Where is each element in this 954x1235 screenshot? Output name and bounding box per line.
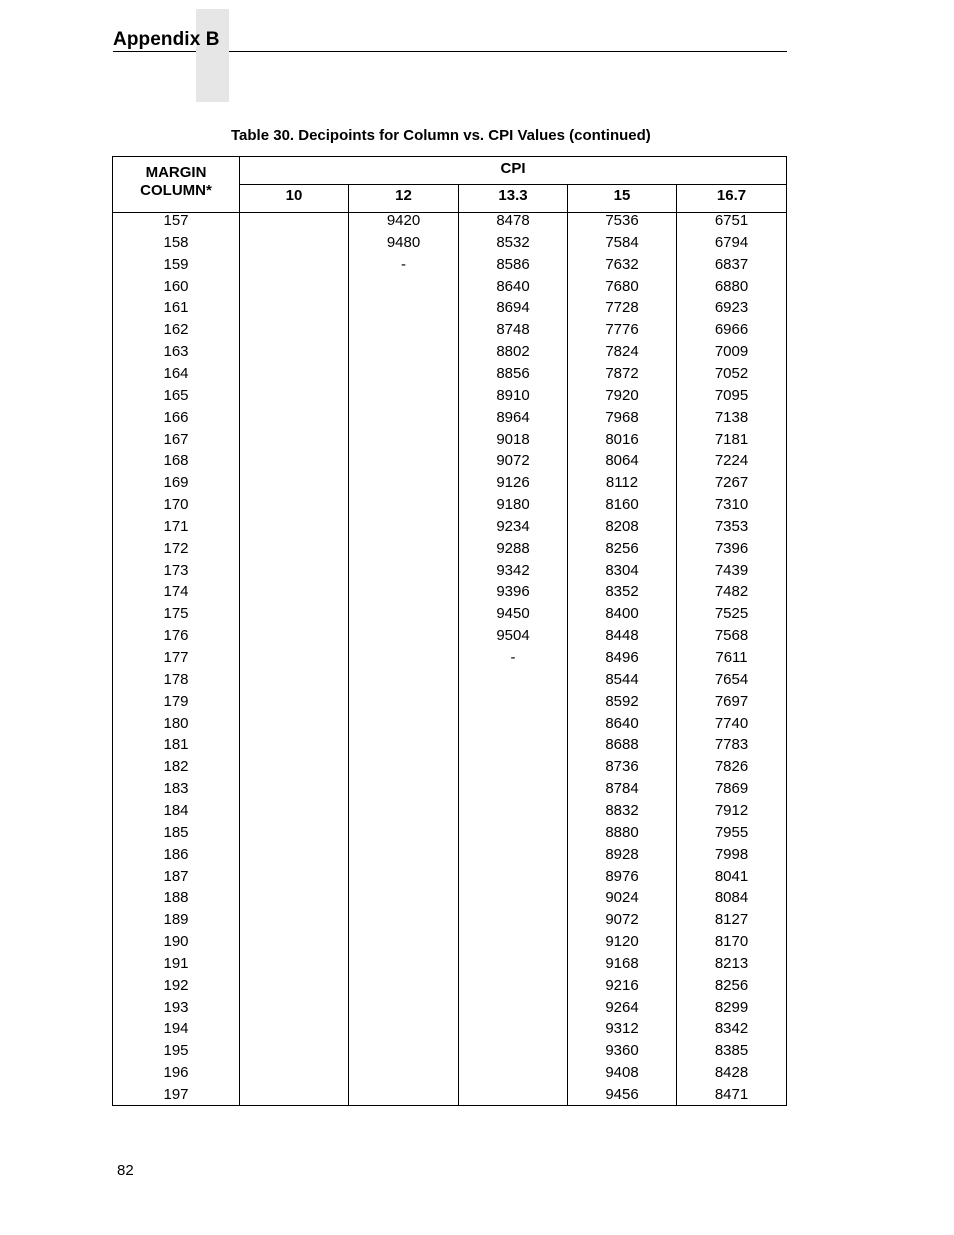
cpi-header: CPI xyxy=(500,160,526,177)
margin-column-cell: 162 xyxy=(163,321,189,339)
cpi-16-7-cell: 8342 xyxy=(714,1020,749,1038)
page-number: 82 xyxy=(117,1162,134,1179)
margin-column-cell: 170 xyxy=(163,496,189,514)
cpi-15-cell: 7680 xyxy=(605,277,639,295)
column-header-16-7: 16.7 xyxy=(716,187,747,204)
cpi-13-3-cell: 9072 xyxy=(496,452,530,470)
page-header-title: Appendix B xyxy=(113,29,220,50)
cpi-13-3-cell: 8856 xyxy=(496,364,530,382)
header-rule xyxy=(229,51,787,52)
cpi-16-7-cell: 7998 xyxy=(714,845,749,863)
margin-column-cell: 169 xyxy=(163,474,189,492)
cpi-13-3-cell: 8478 xyxy=(496,212,530,229)
margin-column-cell: 186 xyxy=(163,845,189,863)
cpi-16-7-cell: 7224 xyxy=(714,452,749,470)
cpi-13-3-cell: 9180 xyxy=(496,496,530,514)
column-header-10: 10 xyxy=(285,187,303,204)
cpi-15-cell: 8688 xyxy=(605,736,639,754)
cpi-15-cell: 8160 xyxy=(605,496,639,514)
margin-header-line1: MARGIN xyxy=(145,164,207,181)
cpi-16-7-cell: 8170 xyxy=(714,933,749,951)
margin-column-cell: 173 xyxy=(163,561,189,579)
margin-column-cell: 185 xyxy=(163,823,189,841)
cpi-15-cell: 8304 xyxy=(605,561,639,579)
cpi-16-7-cell: 7611 xyxy=(715,649,748,666)
cpi-16-7-cell: 7138 xyxy=(714,408,749,426)
margin-column-cell: 183 xyxy=(163,780,189,798)
cpi-13-3-cell: 8532 xyxy=(496,233,530,251)
margin-column-cell: 188 xyxy=(163,889,189,907)
cpi-16-7-cell: 6751 xyxy=(714,212,749,229)
cpi-15-cell: 9264 xyxy=(605,998,639,1016)
margin-column-cell: 187 xyxy=(163,867,189,885)
cpi-15-cell: 9072 xyxy=(605,911,639,929)
cpi-13-3-cell: 9288 xyxy=(496,539,530,557)
margin-column-cell: 189 xyxy=(163,911,189,929)
margin-column-cell: 171 xyxy=(163,517,189,535)
margin-column-cell: 193 xyxy=(163,998,189,1016)
margin-column-cell: 161 xyxy=(163,299,189,317)
cpi-12-cell: 9420 xyxy=(386,212,421,229)
cpi-16-7-cell: 8299 xyxy=(714,998,749,1016)
margin-column-cell: 168 xyxy=(163,452,189,470)
margin-column-cell: 195 xyxy=(163,1042,189,1060)
cpi-15-cell: 9168 xyxy=(605,954,639,972)
cpi-15-cell: 8208 xyxy=(605,517,639,535)
margin-column-cell: 196 xyxy=(163,1064,189,1082)
cpi-16-7-cell: 7955 xyxy=(714,823,749,841)
cpi-15-cell: 8832 xyxy=(605,801,639,819)
margin-column-cell: 182 xyxy=(163,758,189,776)
cpi-15-cell: 7728 xyxy=(605,299,639,317)
margin-column-cell: 190 xyxy=(163,933,189,951)
cpi-15-cell: 8256 xyxy=(605,539,639,557)
header-rule-left xyxy=(113,51,196,52)
margin-column-cell: 163 xyxy=(163,343,189,361)
cpi-16-7-cell: 7095 xyxy=(714,386,749,404)
decipoints-table xyxy=(112,156,787,1106)
column-header-15: 15 xyxy=(613,187,631,204)
cpi-16-7-cell: 7310 xyxy=(714,496,749,514)
cpi-16-7-cell: 8084 xyxy=(714,889,749,907)
margin-column-cell: 160 xyxy=(163,277,189,295)
cpi-13-3-cell: 9396 xyxy=(496,583,530,601)
column-header-13-3: 13.3 xyxy=(498,187,528,204)
cpi-15-cell: 9408 xyxy=(605,1064,639,1082)
cpi-16-7-cell: 6966 xyxy=(714,321,749,339)
cpi-15-cell: 8640 xyxy=(605,714,639,732)
cpi-16-7-cell: 8256 xyxy=(714,976,749,994)
cpi-16-7-cell: 7267 xyxy=(714,474,749,492)
margin-column-cell: 184 xyxy=(163,801,189,819)
cpi-15-cell: 8592 xyxy=(605,692,639,710)
margin-column-cell: 175 xyxy=(163,605,189,623)
cpi-13-3-cell: 8802 xyxy=(496,343,530,361)
cpi-15-cell: 8880 xyxy=(605,823,639,841)
cpi-13-3-cell: 9018 xyxy=(496,430,530,448)
cpi-15-cell: 9024 xyxy=(605,889,639,907)
cpi-16-7-cell: 8213 xyxy=(714,954,749,972)
cpi-15-cell: 7872 xyxy=(605,364,639,382)
cpi-13-3-cell: 8910 xyxy=(496,386,530,404)
cpi-16-7-cell: 7525 xyxy=(714,605,749,623)
cpi-16-7-cell: 6794 xyxy=(714,233,749,251)
cpi-16-7-cell: 7783 xyxy=(714,736,749,754)
cpi-16-7-cell: 6923 xyxy=(714,299,749,317)
margin-column-cell: 157 xyxy=(163,212,189,229)
margin-column-cell: 177 xyxy=(163,649,189,666)
cpi-13-3-cell: 8748 xyxy=(496,321,530,339)
cpi-16-7-cell: 7740 xyxy=(714,714,749,732)
cpi-16-7-cell: 6837 xyxy=(714,255,749,273)
cpi-13-3-cell: 8586 xyxy=(496,255,530,273)
cpi-16-7-cell: 7052 xyxy=(714,364,749,382)
cpi-16-7-cell: 7181 xyxy=(714,430,749,448)
cpi-16-7-cell: 7869 xyxy=(714,780,749,798)
cpi-12-cell: 9480 xyxy=(386,233,421,251)
cpi-16-7-cell: 8428 xyxy=(714,1064,749,1082)
cpi-15-cell: 9456 xyxy=(605,1086,639,1103)
cpi-15-cell: 7776 xyxy=(605,321,639,339)
margin-header-line2: COLUMN* xyxy=(140,182,212,199)
cpi-16-7-cell: 6880 xyxy=(714,277,749,295)
column-divider xyxy=(348,185,349,1105)
margin-column-cell: 167 xyxy=(163,430,189,448)
cpi-16-7-cell: 7482 xyxy=(714,583,749,601)
cpi-15-cell: 8352 xyxy=(605,583,639,601)
cpi-15-cell: 8400 xyxy=(605,605,639,623)
margin-column-cell: 192 xyxy=(163,976,189,994)
margin-column-cell: 181 xyxy=(163,736,189,754)
cpi-13-3-cell: 8640 xyxy=(496,277,530,295)
cpi-16-7-cell: 7396 xyxy=(714,539,749,557)
cpi-15-cell: 9312 xyxy=(605,1020,639,1038)
cpi-16-7-cell: 7697 xyxy=(714,692,749,710)
cpi-13-3-cell: 9342 xyxy=(496,561,530,579)
cpi-header-rule xyxy=(240,184,786,185)
cpi-16-7-cell: 8471 xyxy=(714,1086,749,1103)
cpi-15-cell: 8016 xyxy=(605,430,639,448)
margin-column-cell: 166 xyxy=(163,408,189,426)
cpi-16-7-cell: 7353 xyxy=(714,517,749,535)
cpi-15-cell: 9360 xyxy=(605,1042,639,1060)
cpi-16-7-cell: 7009 xyxy=(714,343,749,361)
margin-column-cell: 174 xyxy=(163,583,189,601)
cpi-15-cell: 9120 xyxy=(605,933,639,951)
margin-column-cell: 197 xyxy=(163,1086,189,1103)
cpi-16-7-cell: 7568 xyxy=(714,627,749,645)
margin-column-cell: 194 xyxy=(163,1020,189,1038)
cpi-15-cell: 8064 xyxy=(605,452,639,470)
cpi-15-cell: 7824 xyxy=(605,343,639,361)
chapter-tab-marker xyxy=(196,9,229,102)
cpi-15-cell: 8784 xyxy=(605,780,639,798)
cpi-16-7-cell: 7826 xyxy=(714,758,749,776)
cpi-16-7-cell: 8127 xyxy=(714,911,749,929)
cpi-13-3-cell: 8964 xyxy=(496,408,530,426)
cpi-15-cell: 8736 xyxy=(605,758,639,776)
cpi-15-cell: 8976 xyxy=(605,867,639,885)
cpi-13-3-cell: 9504 xyxy=(496,627,530,645)
cpi-15-cell: 8544 xyxy=(605,670,639,688)
table-caption: Table 30. Decipoints for Column vs. CPI Values (continued) xyxy=(231,127,651,144)
cpi-15-cell: 7536 xyxy=(605,212,639,229)
cpi-16-7-cell: 8041 xyxy=(714,867,749,885)
margin-column-cell: 179 xyxy=(163,692,189,710)
margin-column-cell: 180 xyxy=(163,714,189,732)
margin-column-cell: 176 xyxy=(163,627,189,645)
cpi-13-3-cell: 9450 xyxy=(496,605,530,623)
cpi-13-3-cell: 8694 xyxy=(496,299,530,317)
margin-column-cell: 159 xyxy=(163,255,189,273)
cpi-15-cell: 8496 xyxy=(605,649,639,666)
margin-column-cell: 191 xyxy=(163,954,189,972)
margin-column-cell: 164 xyxy=(163,364,189,382)
cpi-15-cell: 9216 xyxy=(605,976,639,994)
cpi-16-7-cell: 7912 xyxy=(714,801,749,819)
cpi-15-cell: 8112 xyxy=(605,474,639,492)
cpi-12-cell: - xyxy=(401,255,406,273)
cpi-16-7-cell: 8385 xyxy=(714,1042,749,1060)
margin-column-cell: 172 xyxy=(163,539,189,557)
cpi-13-3-cell: 9126 xyxy=(496,474,530,492)
cpi-15-cell: 7632 xyxy=(605,255,639,273)
cpi-15-cell: 7920 xyxy=(605,386,639,404)
cpi-13-3-cell: - xyxy=(510,649,516,666)
cpi-15-cell: 7584 xyxy=(605,233,639,251)
cpi-15-cell: 8448 xyxy=(605,627,639,645)
cpi-15-cell: 8928 xyxy=(605,845,639,863)
margin-column-cell: 158 xyxy=(163,233,189,251)
column-divider xyxy=(239,157,240,1105)
column-header-12: 12 xyxy=(395,187,412,204)
cpi-15-cell: 7968 xyxy=(605,408,639,426)
margin-column-cell: 178 xyxy=(163,670,189,688)
cpi-13-3-cell: 9234 xyxy=(496,517,530,535)
cpi-16-7-cell: 7654 xyxy=(714,670,749,688)
cpi-16-7-cell: 7439 xyxy=(714,561,749,579)
margin-column-cell: 165 xyxy=(163,386,189,404)
